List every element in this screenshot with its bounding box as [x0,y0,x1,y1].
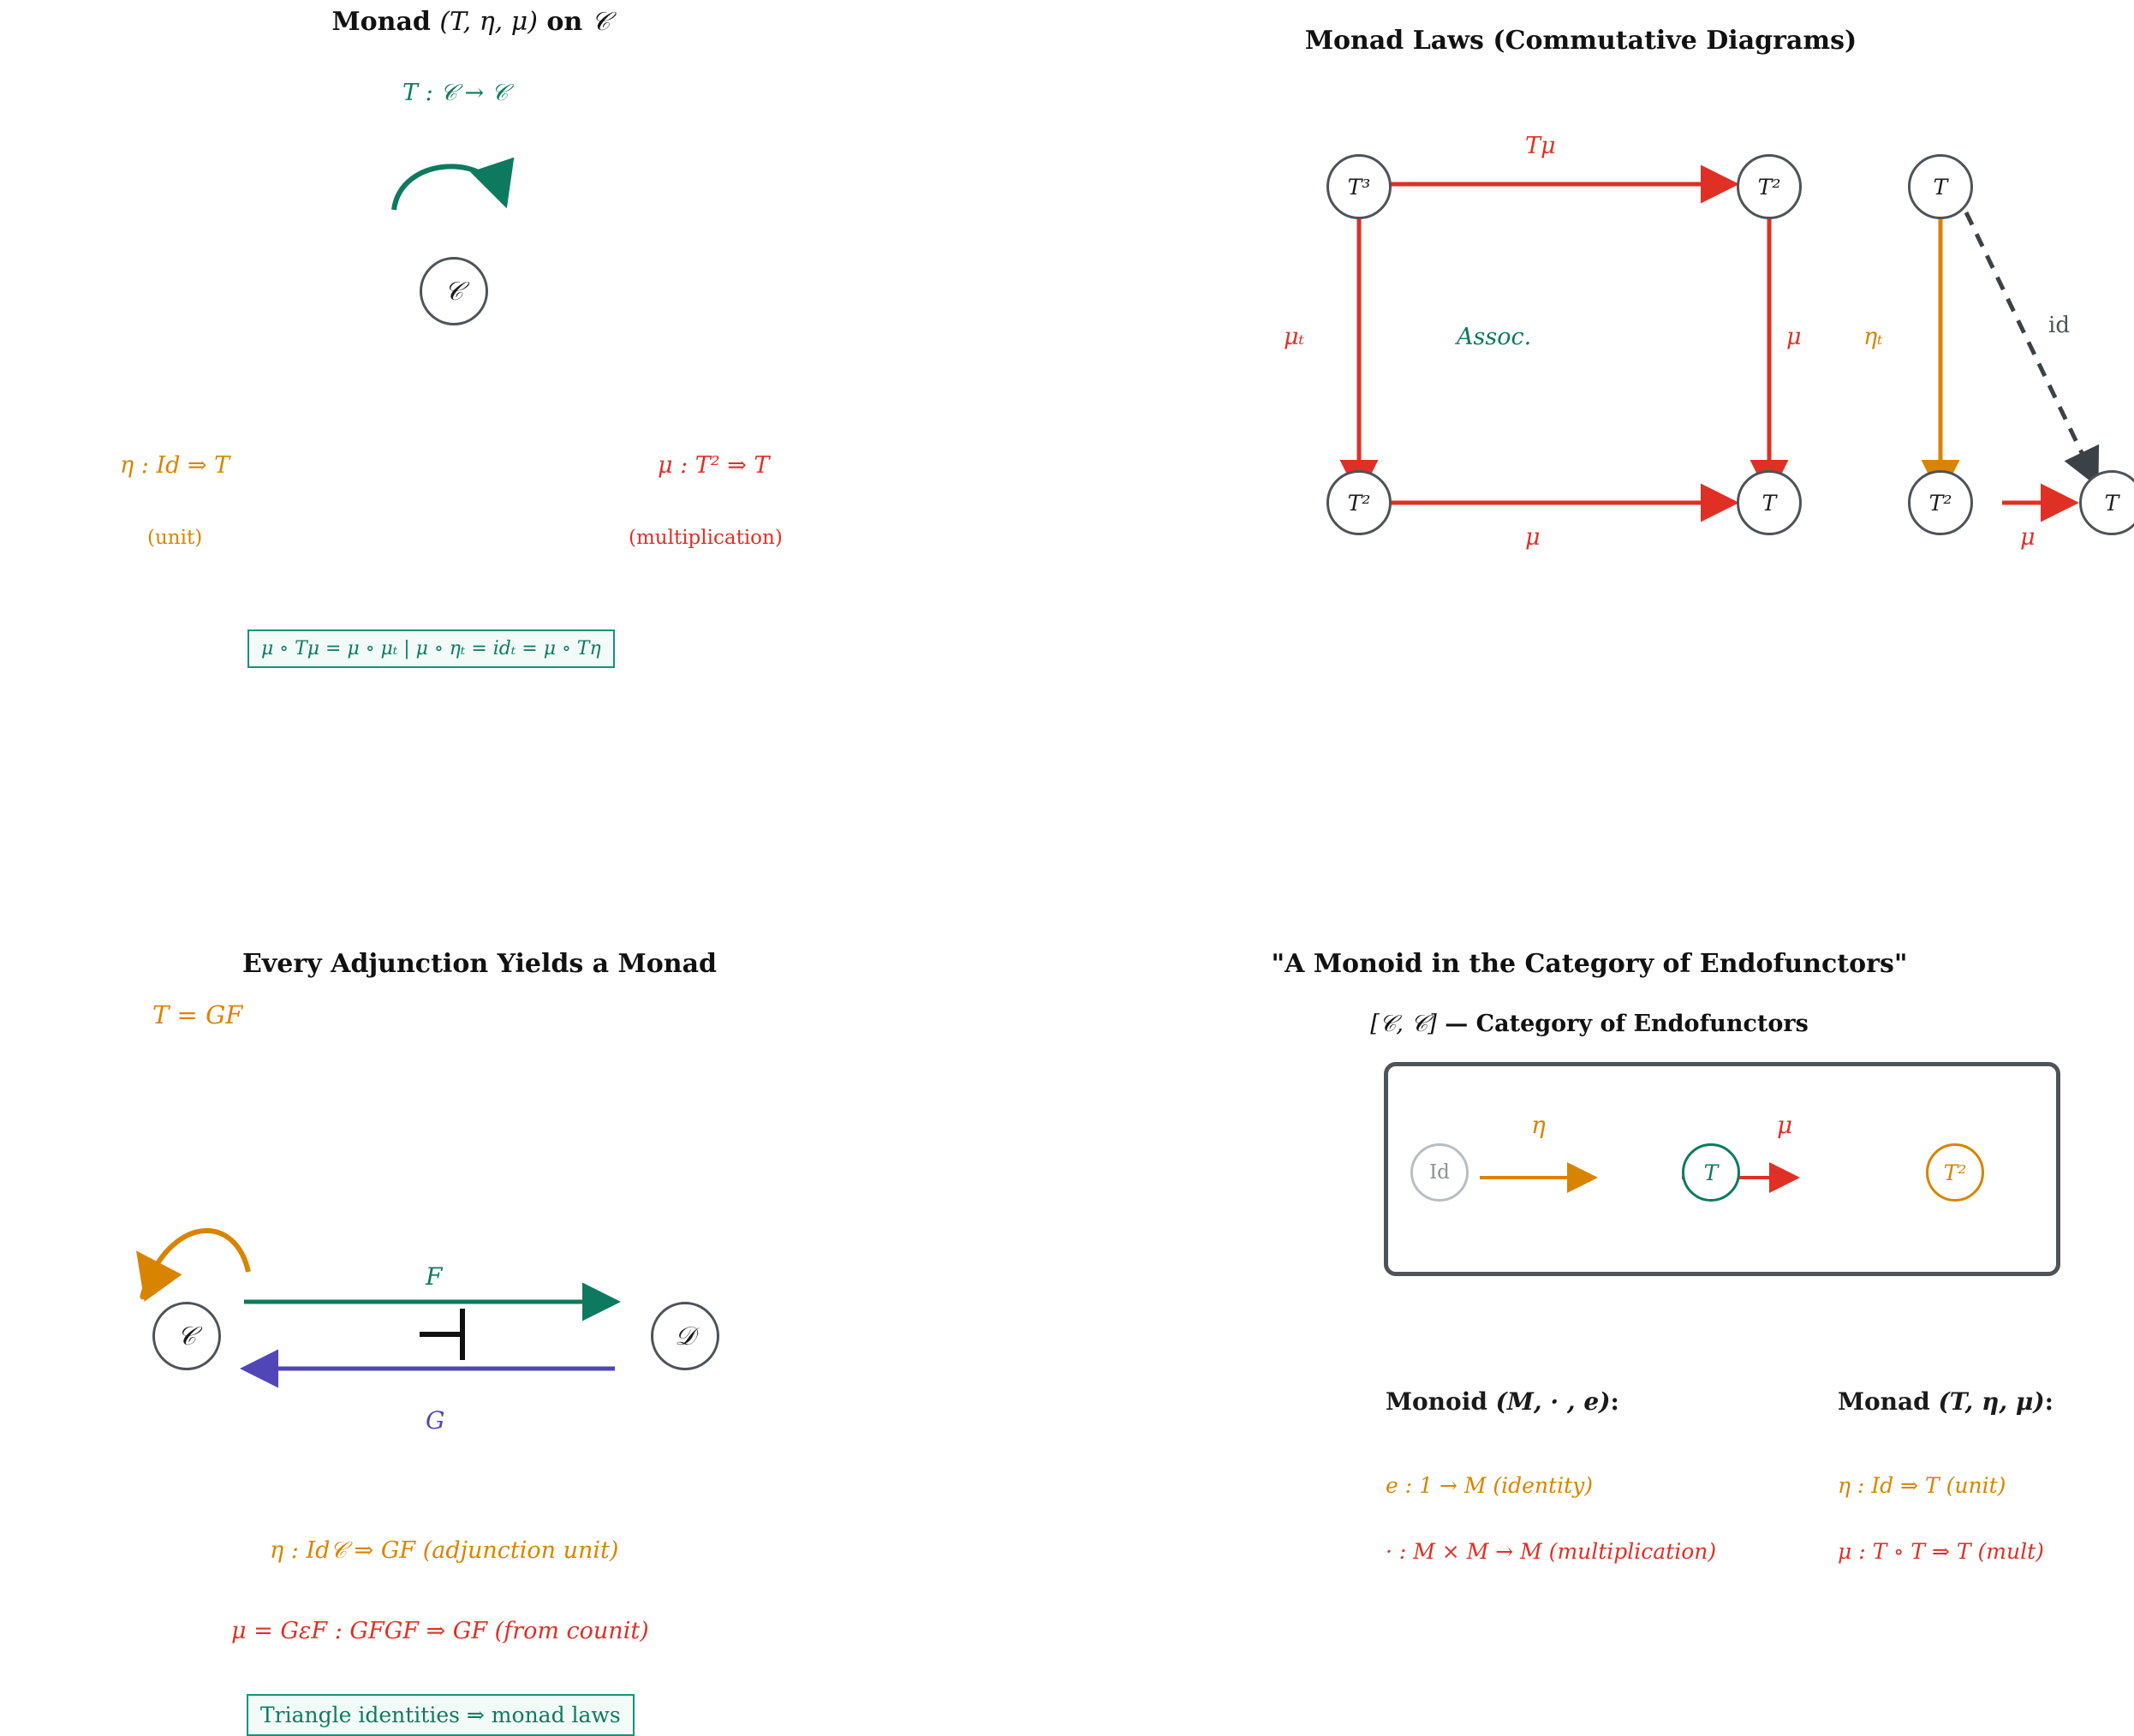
monoid-heading-math: (M, · , e) [1495,1387,1611,1416]
node-endofunctor-T [1682,1143,1740,1202]
panel-monoid-endofunctors [1067,934,2134,1664]
node-endofunctor-Id-label: Id [1429,1161,1450,1184]
endofunctor-eta-label: η [1531,1111,1546,1139]
unit-left-arrow-label: ηₜ [1863,324,1883,350]
triangle-identities-box: Triangle identities ⇒ monad laws [247,1694,635,1736]
monad-unit-line: η : Id ⇒ T (unit) [1838,1473,2006,1498]
panel-adjunction [0,934,1067,1727]
assoc-top-arrow-label: Tμ [1525,133,1556,159]
endofunctor-mu-label: μ [1777,1111,1793,1139]
monoid-identity-line: e : 1 → M (identity) [1386,1473,1594,1498]
functor-signature: T : 𝒞 → 𝒞 [402,80,509,106]
node-assoc-T3-label: T³ [1347,174,1371,200]
node-endofunctor-Id [1410,1143,1469,1202]
endofunctor-category-subtitle [1118,1011,2060,1038]
endofunctor-category-text: — Category of Endofunctors [1436,1011,1809,1037]
node-endofunctor-T-label: T [1703,1160,1719,1185]
title-part-on: on [537,7,592,37]
monad-laws-equation-box: μ ∘ Tμ = μ ∘ μₜ | μ ∘ ηₜ = idₜ = μ ∘ Tη [247,629,615,668]
node-adjunction-C [152,1302,221,1370]
node-unit-T2-bottom-left [1908,470,1973,535]
adjunction-arrows [0,1190,942,1447]
monad-laws-arrows [1067,103,2134,582]
assoc-right-arrow-label: μ [1786,324,1802,350]
title-part-tuple: (T, η, μ) [439,7,538,37]
monad-heading [1838,1387,2054,1416]
monad-heading-pre: Monad [1838,1387,1939,1416]
node-assoc-T-bottom-right-label: T [1761,490,1777,516]
panel-monad-laws-title: Monad Laws (Commutative Diagrams) [1304,26,1857,56]
node-assoc-T2-top-right-label: T² [1757,174,1781,200]
node-category-C-label: 𝒞 [444,276,463,307]
panel-monad-laws [1067,0,2134,771]
node-unit-T-top-label: T [1933,174,1948,200]
node-unit-T2-bottom-left-label: T² [1928,490,1952,516]
adjunction-mult-line: μ = GεF : GFGF ⇒ GF (from counit) [231,1618,649,1644]
assoc-bottom-arrow-label: μ [1525,524,1541,551]
node-endofunctor-T2-label: T² [1943,1160,1967,1185]
title-part-category: 𝒞 [591,7,611,37]
multiplication-caption: (multiplication) [629,527,783,549]
node-endofunctor-T2 [1926,1143,1984,1202]
functor-G-label: G [426,1406,445,1435]
node-adjunction-D-label: 𝒟 [675,1321,695,1351]
node-assoc-T2-bottom-left [1326,470,1392,535]
monad-heading-math: (T, η, μ) [1938,1387,2045,1416]
endofunctor-arrows [1358,1062,2129,1319]
monad-mult-line: μ : T ∘ T ⇒ T (mult) [1838,1539,2044,1564]
multiplication-signature: μ : T² ⇒ T [658,452,770,479]
unit-identity-arrow-label: id [2048,313,2070,338]
endofunctor-category-bracket: [𝒞, 𝒞] [1370,1011,1437,1037]
panel-monad-definition [0,0,1067,771]
node-assoc-T-bottom-right [1737,470,1802,535]
node-assoc-T2-top-right [1737,154,1802,219]
node-adjunction-C-label: 𝒞 [177,1321,196,1351]
assoc-left-arrow-label: μₜ [1284,324,1305,350]
panel-monoid-title: "A Monoid in the Category of Endofunctors" [1271,949,1908,979]
monoid-heading-pre: Monoid [1386,1387,1496,1416]
panel-monad-definition-title [0,7,942,37]
composite-functor-label: T = GF [152,1000,243,1029]
adjunction-unit-line: η : Id𝒞 ⇒ GF (adjunction unit) [270,1537,619,1564]
node-adjunction-D [651,1302,719,1370]
node-assoc-T2-bottom-left-label: T² [1347,490,1371,516]
monoid-multiplication-line: · : M × M → M (multiplication) [1386,1539,1717,1564]
monoid-heading-post: : [1610,1387,1619,1416]
monoid-heading [1386,1387,1619,1416]
panel-adjunction-title: Every Adjunction Yields a Monad [242,949,717,979]
title-part-monad: Monad [331,7,440,37]
monad-heading-post: : [2044,1387,2054,1416]
functor-F-label: F [426,1262,443,1291]
unit-bottom-arrow-label: μ [2020,524,2036,551]
assoc-center-label: Assoc. [1457,324,1532,350]
self-loop-arrow [377,146,565,240]
node-unit-T-bottom-right-label: T [2104,490,2119,516]
unit-signature: η : Id ⇒ T [120,452,230,479]
unit-caption: (unit) [147,527,203,549]
node-assoc-T3 [1326,154,1392,219]
node-category-C [420,257,488,325]
node-unit-T-top [1908,154,1973,219]
